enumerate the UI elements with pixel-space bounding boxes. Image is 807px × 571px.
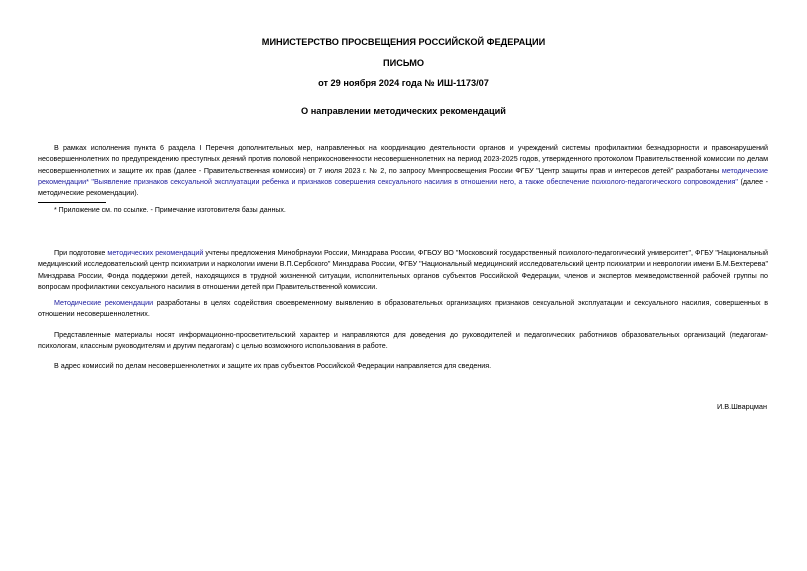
- recommendations-link-2[interactable]: методических рекомендаций: [107, 249, 204, 257]
- document-subject: О направлении методических рекомендаций: [301, 106, 506, 116]
- document-date-number: от 29 ноября 2024 года № ИШ-1173/07: [318, 78, 489, 88]
- document-type: ПИСЬМО: [382, 58, 425, 68]
- paragraph-2-text-b: учтены предложения Минобрнауки России, Минздрава России, ФГБОУ ВО "Московский государственный психолого-педагогический университет", ФГБУ "Национальный медицинский исследовательский центр психиатрии и наркологии имени В.П.Сербского" Минздрава России, ФГБУ "Национальный медицинский исследовательский центр психиатрии и неврологии имени Б.М.Бехтерева" Минздрава России, Фонда поддержки детей, находящихся в трудной жизненной ситуации, исполнительных органов субъектов Российской Федерации, членов и экспертов межведомственной рабочей группы по вопросам профилактики сексуального насилия в отношении детей при Правительственной комиссии.: [38, 249, 768, 291]
- paragraph-4: Представленные материалы носят информационно-просветительский характер и направляются для доведения до руководителей и педагогических работников образовательных организаций (педагогам-психологам, классным руководителям и другим педагогам) с целью возможного использования в работе.: [38, 331, 768, 351]
- ministry-title: МИНИСТЕРСТВО ПРОСВЕЩЕНИЯ РОССИЙСКОЙ ФЕДЕРАЦИИ: [261, 37, 546, 47]
- signature: И.В.Шварцман: [716, 402, 767, 411]
- recommendations-link-3[interactable]: Методические рекомендации: [54, 299, 154, 307]
- methodical-recommendations-link[interactable]: методические рекомендации* "Выявление признаков сексуальной эксплуатации ребенка и признаков совершения сексуального насилия в отношении него, а также обеспечение психолого-педагогического сопровождения": [38, 166, 768, 186]
- paragraph-2: [38, 248, 768, 293]
- paragraph-3: [38, 298, 768, 321]
- paragraph-3-text-b: разработаны в целях содействия своевременному выявлению в образовательных организациях признаков сексуальной эксплуатации и сексуального насилия, совершенных в отношении несовершеннолетних.: [38, 299, 768, 319]
- paragraph-1: [38, 143, 768, 199]
- footnote: * Приложение см. по ссылке. - Примечание изготовителя базы данных.: [54, 207, 286, 214]
- paragraph-2-text-a: При подготовке: [54, 249, 108, 257]
- paragraph-1-text-b: (далее - методические рекомендации).: [38, 177, 768, 198]
- footnote-divider: [38, 202, 106, 203]
- paragraph-5: В адрес комиссий по делам несовершеннолетних и защите их прав субъектов Российской Федерации направляется для сведения.: [54, 362, 492, 370]
- paragraph-1-text-a: В рамках исполнения пункта 6 раздела I Перечня дополнительных мер, направленных на координацию деятельности органов и учреждений системы профилактики безнадзорности и правонарушений несовершеннолетних по предупреждению преступных деяний против половой неприкосновенности несовершеннолетних на период 2023-2025 годов, утвержденного протоколом Правительственной комиссии по делам несовершеннолетних и защите их прав (далее - Правительственная комиссия) от 7 июля 2023 г. № 2, по запросу Минпросвещения России ФГБУ "Центр защиты прав и интересов детей" разработаны: [38, 144, 768, 175]
